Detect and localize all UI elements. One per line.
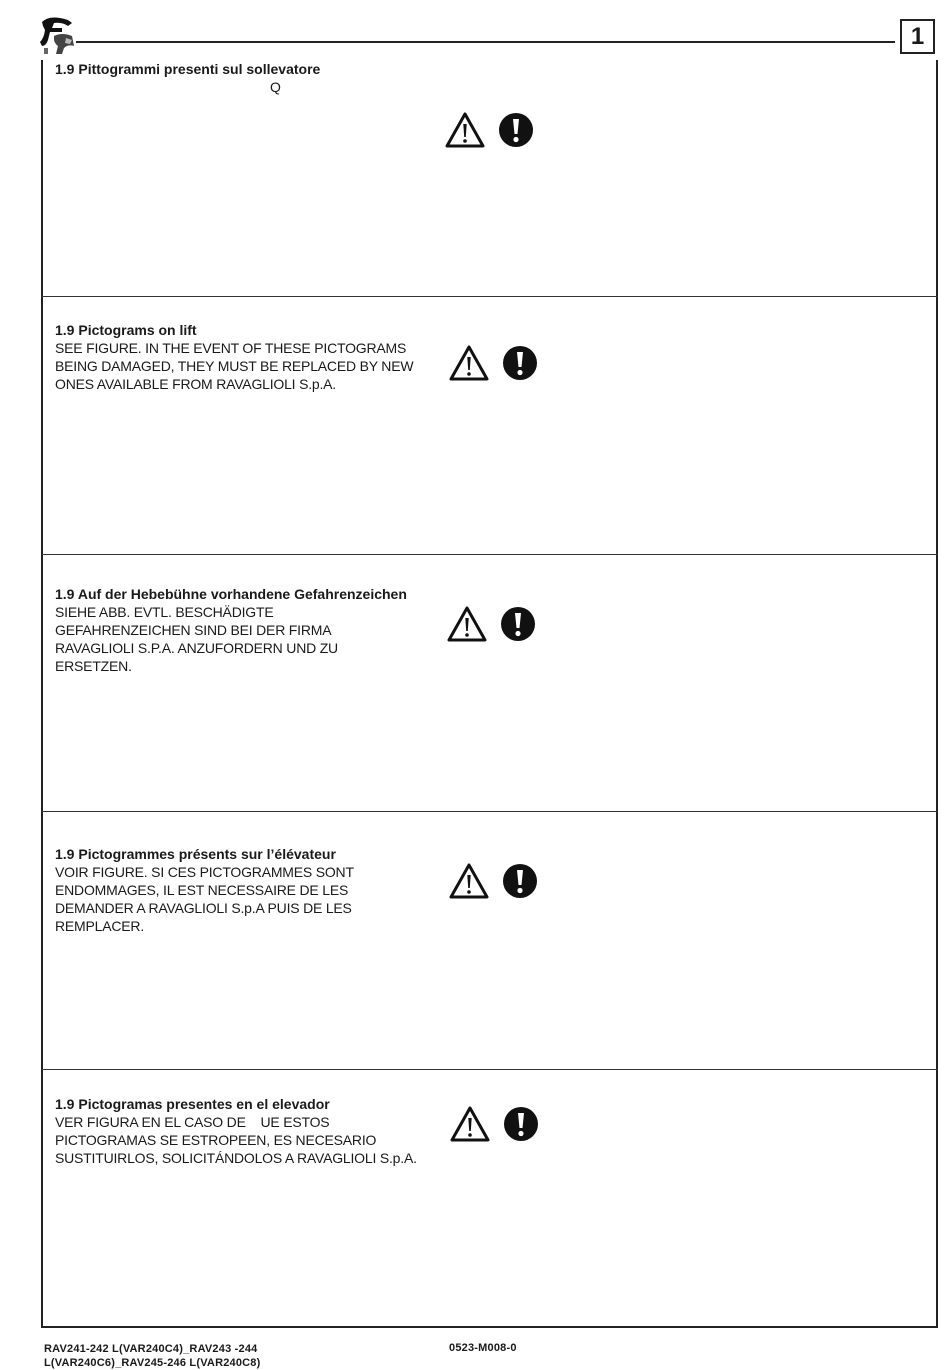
warning-triangle-icon [452, 1108, 488, 1140]
pictogram-group [449, 862, 543, 902]
section-text-line: SUSTITUIRLOS, SOLICITÁNDOLOS A RAVAGLIOLI S.p.A. [55, 1150, 417, 1166]
section-text-line: PICTOGRAMAS SE ESTROPEEN, ES NECESARIO [55, 1132, 377, 1148]
section-text-line: Q [270, 79, 281, 95]
frame-right-border [936, 60, 938, 1328]
section-text-line: ONES AVAILABLE FROM RAVAGLIOLI S.p.A. [55, 376, 336, 392]
pictogram-group [447, 605, 541, 645]
footer-models-line: RAV241-242 L(VAR240C4)_RAV243 -244 [44, 1343, 258, 1355]
section-text-line: BEING DAMAGED, THEY MUST BE REPLACED BY NEW [55, 358, 414, 374]
section-divider [41, 554, 938, 555]
warning-triangle-icon [451, 347, 487, 379]
footer-models [44, 1342, 261, 1370]
pictogram-group [449, 344, 543, 384]
section-text-line: VOIR FIGURE. SI CES PICTOGRAMMES SONT [55, 864, 354, 880]
warning-triangle-icon [449, 608, 485, 640]
section-text-line: RAVAGLIOLI S.P.A. ANZUFORDERN UND ZU [55, 640, 338, 656]
section-title: 1.9 Pictograms on lift [55, 322, 197, 338]
section-title: 1.9 Pictogrammes présents sur l’élévateur [55, 846, 336, 862]
section-italian [55, 60, 455, 96]
section-text-line: SIEHE ABB. EVTL. BESCHÄDIGTE [55, 604, 274, 620]
section-title: 1.9 Auf der Hebebühne vorhandene Gefahrenzeichen [55, 586, 407, 602]
exclamation-circle-icon [503, 864, 537, 898]
section-text-line: ERSETZEN. [55, 658, 132, 674]
warning-triangle-icon [447, 114, 483, 146]
footer-doc-code: 0523-M008-0 [449, 1342, 517, 1354]
section-text-line: REMPLACER. [55, 918, 145, 934]
section-english [55, 321, 455, 393]
pictogram-group [445, 111, 539, 151]
section-text-line: ENDOMMAGES, IL EST NECESSAIRE DE LES [55, 882, 349, 898]
section-text-line: GEFAHRENZEICHEN SIND BEI DER FIRMA [55, 622, 332, 638]
section-divider [41, 296, 938, 297]
section-text-line: VER FIGURA EN EL CASO DE UE ESTOS [55, 1114, 330, 1130]
section-text-line: DEMANDER A RAVAGLIOLI S.p.A PUIS DE LES [55, 900, 352, 916]
section-title: 1.9 Pittogrammi presenti sul sollevatore [55, 61, 321, 77]
header-rule [76, 41, 895, 43]
warning-triangle-icon [451, 865, 487, 897]
section-spanish [55, 1095, 455, 1167]
section-french [55, 845, 455, 935]
exclamation-circle-icon [501, 607, 535, 641]
pictogram-group [450, 1105, 544, 1145]
footer-models-line: L(VAR240C6)_RAV245-246 L(VAR240C8) [44, 1357, 261, 1369]
exclamation-circle-icon [499, 113, 533, 147]
section-german [55, 585, 455, 675]
section-title: 1.9 Pictogramas presentes en el elevador [55, 1096, 330, 1112]
section-divider [41, 1069, 938, 1070]
exclamation-circle-icon [503, 346, 537, 380]
frame-left-border [41, 60, 43, 1328]
frame-bottom-border [41, 1326, 938, 1328]
exclamation-circle-icon [504, 1107, 538, 1141]
company-logo-icon [38, 16, 80, 56]
section-text-line: SEE FIGURE. IN THE EVENT OF THESE PICTOGRAMS [55, 340, 407, 356]
section-divider [41, 811, 938, 812]
page-number: 1 [900, 19, 935, 54]
